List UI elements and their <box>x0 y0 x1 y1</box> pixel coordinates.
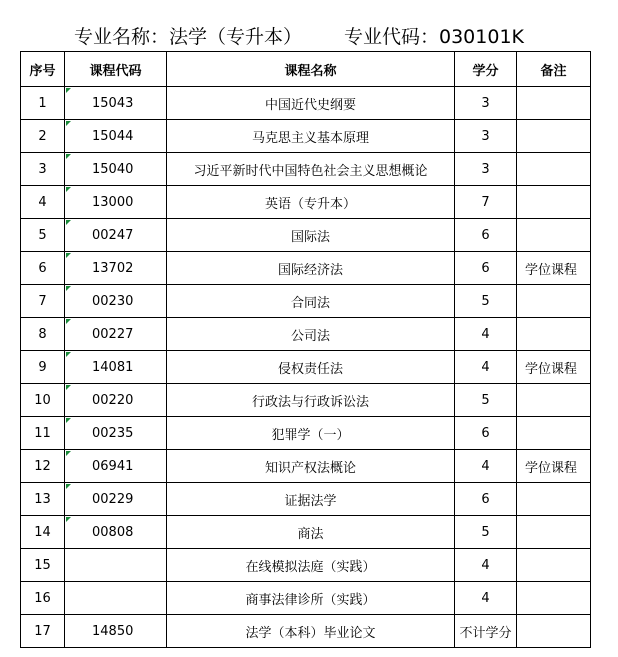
row-no-text: 14 <box>34 524 51 540</box>
course-code <box>65 615 167 648</box>
cell-comment-marker-icon <box>66 319 71 324</box>
credit <box>455 153 517 186</box>
course-name <box>167 483 455 516</box>
row-no-text: 12 <box>34 458 51 474</box>
course-code-text: 15043 <box>92 95 134 111</box>
course-name <box>167 417 455 450</box>
row-no <box>21 120 65 153</box>
major-name-label: 专业名称：法学（专升本） <box>74 26 303 48</box>
course-code-text: 13000 <box>92 194 134 210</box>
course-name <box>167 318 455 351</box>
credit-text: 4 <box>481 590 490 606</box>
course-code-text: 00220 <box>92 392 134 408</box>
course-name <box>167 450 455 483</box>
credit <box>455 417 517 450</box>
note <box>517 615 591 648</box>
table-row <box>21 615 591 648</box>
course-name-text: 国际经济法 <box>277 262 343 278</box>
note <box>517 450 591 483</box>
note <box>517 219 591 252</box>
row-no <box>21 549 65 582</box>
course-name-text: 公司法 <box>290 328 330 344</box>
course-name <box>167 252 455 285</box>
credit <box>455 285 517 318</box>
header-course-name: 课程名称 <box>167 52 455 87</box>
credit <box>455 219 517 252</box>
cell-comment-marker-icon <box>66 154 71 159</box>
row-no <box>21 384 65 417</box>
credit <box>455 186 517 219</box>
cell-comment-marker-icon <box>66 418 71 423</box>
course-code-text: 14850 <box>92 623 134 639</box>
credit-text: 4 <box>481 359 490 375</box>
course-code-text: 00247 <box>92 227 134 243</box>
course-code <box>65 153 167 186</box>
table-row <box>21 450 591 483</box>
course-code <box>65 549 167 582</box>
course-name-text: 商事法律诊所（实践） <box>245 592 376 608</box>
major-code-label: 专业代码：030101K <box>344 26 524 48</box>
row-no <box>21 153 65 186</box>
course-code-text: 00229 <box>92 491 134 507</box>
note <box>517 516 591 549</box>
row-no-text: 1 <box>38 95 47 111</box>
header-course-code: 课程代码 <box>65 52 167 87</box>
row-no-text: 10 <box>34 392 51 408</box>
credit-text: 4 <box>481 326 490 342</box>
credit <box>455 384 517 417</box>
course-name-text: 中国近代史纲要 <box>264 97 356 113</box>
note-text: 学位课程 <box>525 262 578 278</box>
course-name <box>167 516 455 549</box>
credit-text: 5 <box>481 524 490 540</box>
note-text: 学位课程 <box>525 460 578 476</box>
course-code-text: 13702 <box>92 260 134 276</box>
table-row <box>21 252 591 285</box>
credit <box>455 516 517 549</box>
cell-comment-marker-icon <box>66 220 71 225</box>
course-name-text: 侵权责任法 <box>277 361 343 377</box>
course-name <box>167 153 455 186</box>
credit-text: 不计学分 <box>459 625 512 641</box>
table-row <box>21 318 591 351</box>
course-code <box>65 483 167 516</box>
course-code <box>65 285 167 318</box>
credit-text: 4 <box>481 458 490 474</box>
course-name-text: 犯罪学（一） <box>271 427 350 443</box>
course-name <box>167 120 455 153</box>
credit-text: 3 <box>481 95 490 111</box>
credit <box>455 549 517 582</box>
course-name-text: 在线模拟法庭（实践） <box>245 559 376 575</box>
course-name <box>167 615 455 648</box>
row-no-text: 17 <box>34 623 51 639</box>
table-row <box>21 186 591 219</box>
course-name-text: 英语（专升本） <box>264 196 356 212</box>
credit-text: 6 <box>481 425 490 441</box>
note-text: 学位课程 <box>525 361 578 377</box>
row-no-text: 9 <box>38 359 47 375</box>
course-name <box>167 219 455 252</box>
course-name <box>167 351 455 384</box>
course-name <box>167 549 455 582</box>
course-name <box>167 87 455 120</box>
row-no <box>21 516 65 549</box>
course-code <box>65 252 167 285</box>
row-no <box>21 252 65 285</box>
row-no <box>21 219 65 252</box>
table-row <box>21 582 591 615</box>
row-no-text: 6 <box>38 260 47 276</box>
cell-comment-marker-icon <box>66 253 71 258</box>
course-name-text: 习近平新时代中国特色社会主义思想概论 <box>193 163 428 179</box>
table-row <box>21 219 591 252</box>
row-no <box>21 318 65 351</box>
credit <box>455 450 517 483</box>
row-no-text: 15 <box>34 557 51 573</box>
course-name-text: 知识产权法概论 <box>264 460 356 476</box>
page-header <box>0 24 618 52</box>
course-name-text: 国际法 <box>290 229 330 245</box>
credit-text: 3 <box>481 128 490 144</box>
course-name-text: 马克思主义基本原理 <box>251 130 369 146</box>
credit-text: 6 <box>481 491 490 507</box>
row-no <box>21 582 65 615</box>
course-code <box>65 219 167 252</box>
course-code <box>65 120 167 153</box>
cell-comment-marker-icon <box>66 352 71 357</box>
table-row <box>21 483 591 516</box>
row-no-text: 16 <box>34 590 51 606</box>
cell-comment-marker-icon <box>66 385 71 390</box>
note <box>517 87 591 120</box>
course-code <box>65 582 167 615</box>
table-row <box>21 516 591 549</box>
row-no-text: 4 <box>38 194 47 210</box>
note <box>517 384 591 417</box>
credit <box>455 87 517 120</box>
row-no-text: 5 <box>38 227 47 243</box>
note <box>517 285 591 318</box>
row-no <box>21 483 65 516</box>
row-no <box>21 285 65 318</box>
course-name-text: 商法 <box>297 526 324 542</box>
table-row <box>21 153 591 186</box>
table-row <box>21 87 591 120</box>
course-code-text: 15040 <box>92 161 134 177</box>
course-code-text: 00235 <box>92 425 134 441</box>
row-no <box>21 450 65 483</box>
credit-text: 3 <box>481 161 490 177</box>
credit <box>455 120 517 153</box>
course-code-text: 14081 <box>92 359 134 375</box>
table-row <box>21 351 591 384</box>
course-name-text: 法学（本科）毕业论文 <box>245 625 376 641</box>
course-code <box>65 417 167 450</box>
course-code <box>65 351 167 384</box>
row-no <box>21 87 65 120</box>
cell-comment-marker-icon <box>66 187 71 192</box>
course-name <box>167 582 455 615</box>
cell-comment-marker-icon <box>66 517 71 522</box>
note <box>517 186 591 219</box>
cell-comment-marker-icon <box>66 484 71 489</box>
header-credit: 学分 <box>455 52 517 87</box>
row-no-text: 3 <box>38 161 47 177</box>
credit <box>455 582 517 615</box>
note <box>517 582 591 615</box>
note <box>517 417 591 450</box>
course-code <box>65 186 167 219</box>
table-header-row <box>21 52 591 87</box>
row-no-text: 13 <box>34 491 51 507</box>
course-code <box>65 384 167 417</box>
credit <box>455 318 517 351</box>
course-code <box>65 516 167 549</box>
credit <box>455 483 517 516</box>
row-no-text: 2 <box>38 128 47 144</box>
course-code-text: 00808 <box>92 524 134 540</box>
note <box>517 252 591 285</box>
note <box>517 351 591 384</box>
course-name-text: 证据法学 <box>284 493 337 509</box>
note <box>517 318 591 351</box>
course-code-text: 06941 <box>92 458 134 474</box>
table-row <box>21 285 591 318</box>
row-no <box>21 186 65 219</box>
cell-comment-marker-icon <box>66 286 71 291</box>
credit <box>455 351 517 384</box>
table-row <box>21 549 591 582</box>
note <box>517 153 591 186</box>
header-no: 序号 <box>21 52 65 87</box>
row-no <box>21 351 65 384</box>
cell-comment-marker-icon <box>66 451 71 456</box>
course-table <box>20 51 591 648</box>
course-name-text: 合同法 <box>290 295 330 311</box>
course-code <box>65 318 167 351</box>
course-name <box>167 384 455 417</box>
table-body <box>21 87 591 648</box>
credit-text: 7 <box>481 194 490 210</box>
note <box>517 549 591 582</box>
course-name-text: 行政法与行政诉讼法 <box>251 394 369 410</box>
course-code <box>65 450 167 483</box>
credit <box>455 615 517 648</box>
course-code-text: 00227 <box>92 326 134 342</box>
row-no-text: 8 <box>38 326 47 342</box>
cell-comment-marker-icon <box>66 88 71 93</box>
row-no-text: 11 <box>34 425 51 441</box>
row-no <box>21 615 65 648</box>
table-row <box>21 384 591 417</box>
header-note: 备注 <box>517 52 591 87</box>
credit-text: 6 <box>481 227 490 243</box>
credit-text: 5 <box>481 293 490 309</box>
table-row <box>21 120 591 153</box>
note <box>517 483 591 516</box>
row-no <box>21 417 65 450</box>
row-no-text: 7 <box>38 293 47 309</box>
credit-text: 4 <box>481 557 490 573</box>
note <box>517 120 591 153</box>
course-name <box>167 285 455 318</box>
course-name <box>167 186 455 219</box>
credit <box>455 252 517 285</box>
table-row <box>21 417 591 450</box>
course-code-text: 15044 <box>92 128 134 144</box>
credit-text: 6 <box>481 260 490 276</box>
course-code-text: 00230 <box>92 293 134 309</box>
credit-text: 5 <box>481 392 490 408</box>
cell-comment-marker-icon <box>66 121 71 126</box>
course-code <box>65 87 167 120</box>
